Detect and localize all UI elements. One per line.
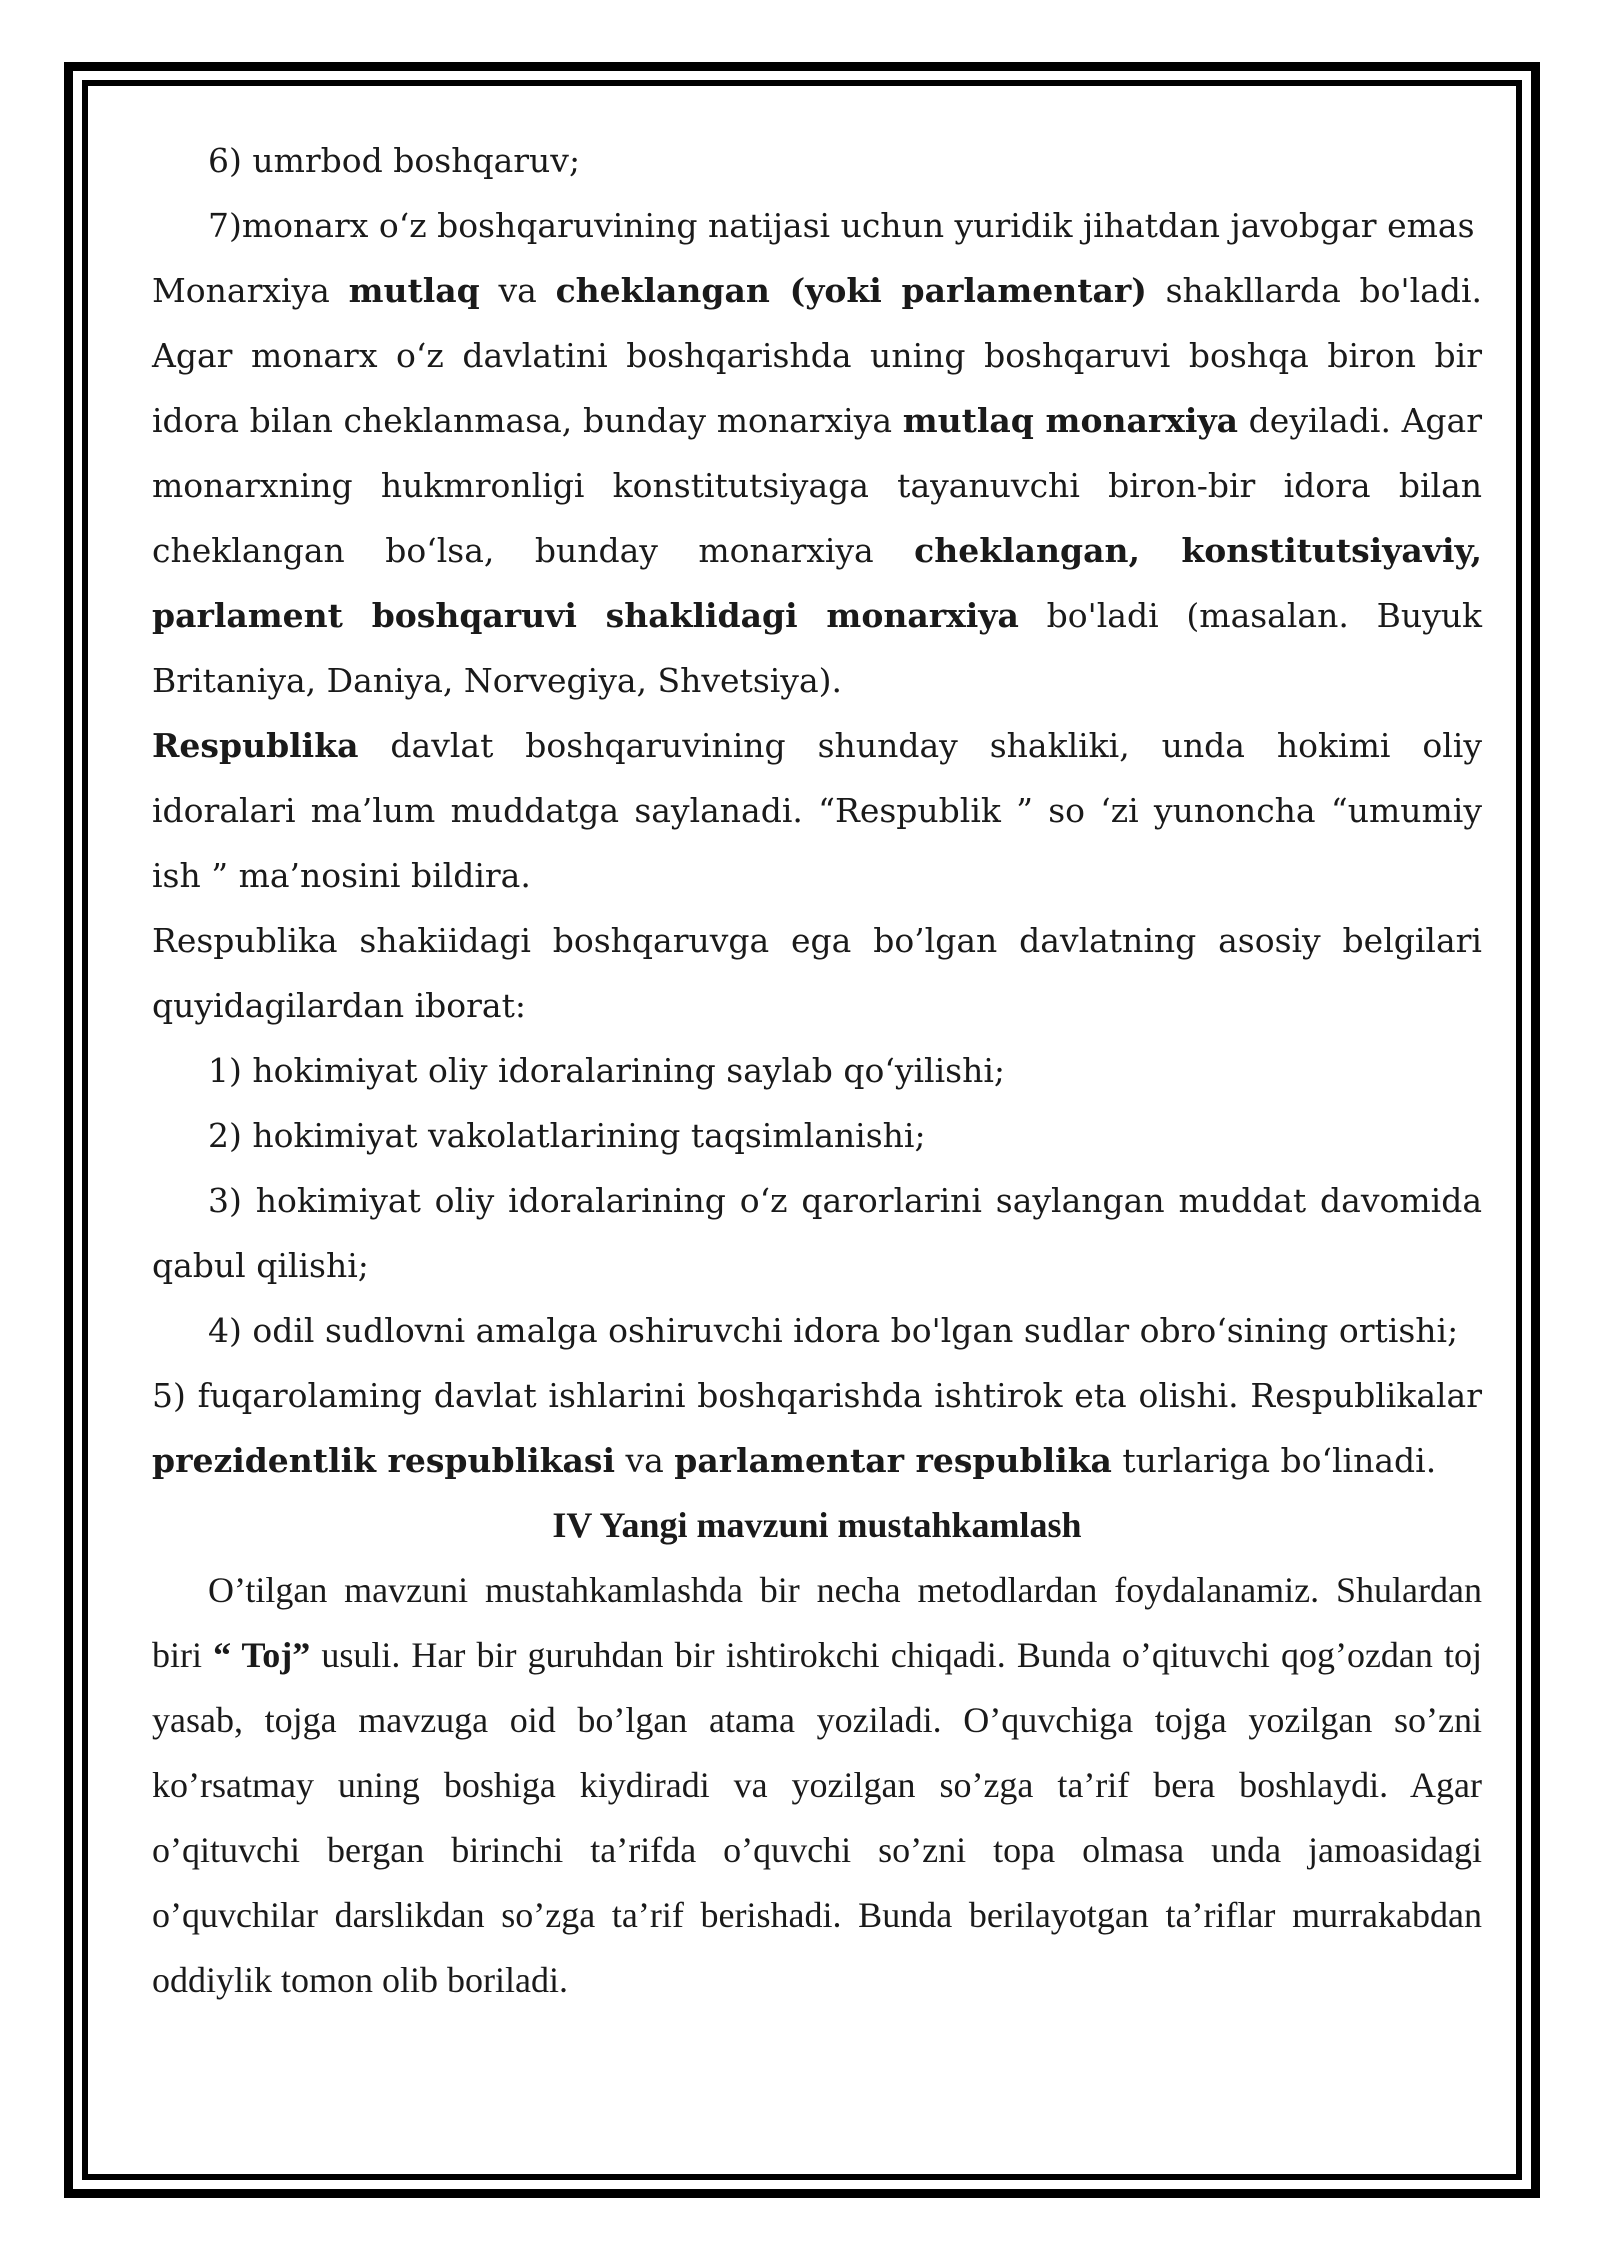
list-item-5: 5) fuqarolaming davlat ishlarini boshqarishda ishtirok eta olishi. Respublikalar prezidentlik respublikasi va parlamentar respublika turlariga bo‘linadi. <box>152 1376 1482 1480</box>
paragraph-republic-signs: Respublika shakiidagi boshqaruvga ega bo’lgan davlatning asosiy belgilari quyidagilardan iborat: <box>152 921 1482 1025</box>
term-parlamentar-respublika: parlamentar respublika <box>674 1441 1112 1480</box>
list-item-4: 4) odil sudlovni amalga oshiruvchi idora bo'lgan sudlar obro‘sining ortishi; <box>208 1311 1459 1350</box>
term-mutlaq-monarxiya: mutlaq monarxiya <box>902 401 1239 440</box>
list-item-2: 2) hokimiyat vakolatlarining taqsimlanishi; <box>208 1116 926 1155</box>
list-item-3: 3) hokimiyat oliy idoralarining o‘z qarorlarini saylangan muddat davomida qabul qilishi; <box>152 1181 1482 1285</box>
term-respublika: Respublika <box>152 726 359 765</box>
list-item-6: 6) umrbod boshqaruv; <box>208 141 581 180</box>
page-content <box>152 128 1482 2013</box>
term-cheklangan: cheklangan (yoki parlamentar) <box>555 271 1147 310</box>
term-mutlaq: mutlaq <box>348 271 480 310</box>
term-toj: “ Toj” <box>213 1635 311 1675</box>
list-item-1: 1) hokimiyat oliy idoralarining saylab qo‘yilishi; <box>208 1051 1006 1090</box>
paragraph-toj-method: O’tilgan mavzuni mustahkamlashda bir necha metodlardan foydalanamiz. Shulardan biri “ Toj” usuli. Har bir guruhdan bir ishtirokchi chiqadi. Bunda o’qituvchi qog’ozdan toj yasab, tojga mavzuga oid bo’lgan atama yoziladi. O’quvchiga tojga yozilgan so’zni ko’rsatmay uning boshiga kiydiradi va yozilgan so’zga ta’rif bera boshlaydi. Agar o’qituvchi bergan birinchi ta’rifda o’quvchi so’zni topa olmasa unda jamoasidagi o’quvchilar darslikdan so’zga ta’rif berishadi. Bunda berilayotgan ta’riflar murrakabdan oddiylik tomon olib boriladi. <box>152 1570 1482 2000</box>
list-item-7: 7)monarx o‘z boshqaruvining natijasi uchun yuridik jihatdan javobgar emas <box>208 206 1475 245</box>
term-konstitutsiyaviy-monarxiya: cheklangan, konstitutsiyaviy, parlament boshqaruvi shaklidagi monarxiya <box>152 531 1482 635</box>
paragraph-monarchy: Monarxiya mutlaq va cheklangan (yoki parlamentar) shakllarda bo'ladi. Agar monarx o‘z davlatini boshqarishda uning boshqaruvi boshqa biron bir idora bilan cheklanmasa, bunday monarxiya mutlaq monarxiya deyiladi. Agar monarxning hukmronligi konstitutsiyaga tayanuvchi biron-bir idora bilan cheklangan bo‘lsa, bunday monarxiya cheklangan, konstitutsiyaviy, parlament boshqaruvi shaklidagi monarxiya bo'ladi (masalan. Buyuk Britaniya, Daniya, Norvegiya, Shvetsiya). <box>152 271 1483 700</box>
term-prezidentlik-respublikasi: prezidentlik respublikasi <box>152 1441 615 1480</box>
paragraph-republic: Respublika davlat boshqaruvining shunday shakliki, unda hokimi oliy idoralari ma’lum muddatga saylanadi. “Respublik ” so ‘zi yunoncha “umumiy ish ” ma’nosini bildira. <box>152 726 1482 895</box>
section-heading: IV Yangi mavzuni mustahkamlash <box>552 1505 1082 1545</box>
